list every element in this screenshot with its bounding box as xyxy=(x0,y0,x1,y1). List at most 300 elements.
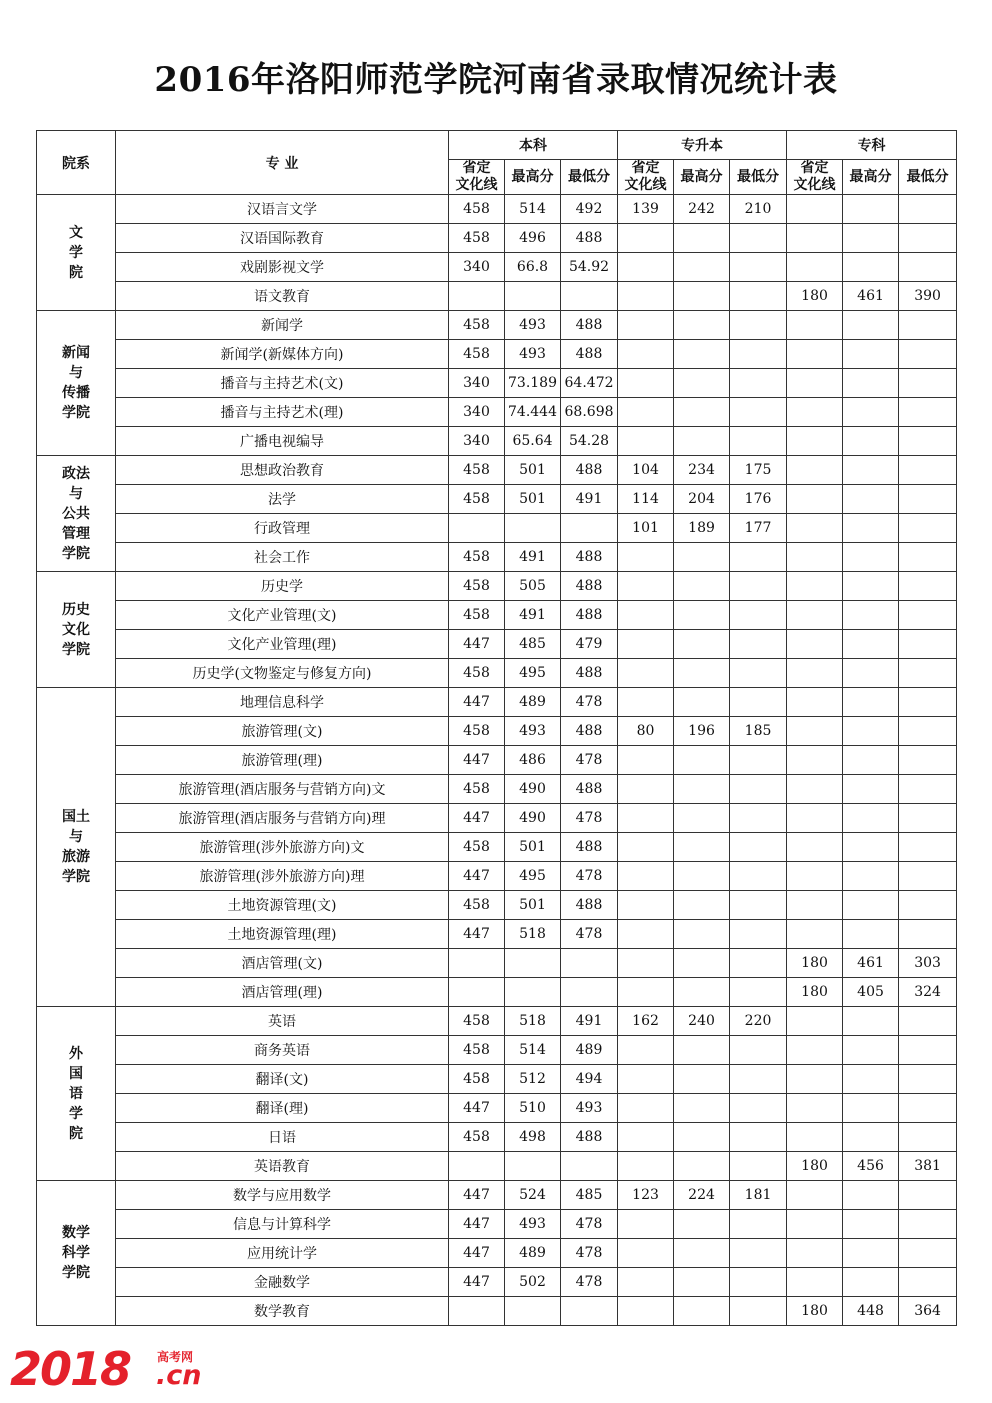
score-cell xyxy=(787,224,843,253)
score-cell: 458 xyxy=(449,1123,505,1152)
score-cell xyxy=(787,1007,843,1036)
score-cell xyxy=(787,717,843,746)
score-cell: 489 xyxy=(561,1036,618,1065)
score-cell: 458 xyxy=(449,224,505,253)
score-cell xyxy=(449,1152,505,1181)
score-cell: 478 xyxy=(561,1268,618,1297)
score-cell xyxy=(505,978,561,1007)
score-cell xyxy=(899,630,957,659)
score-cell: 180 xyxy=(787,1297,843,1326)
major-cell: 酒店管理(理) xyxy=(116,978,449,1007)
score-cell xyxy=(899,891,957,920)
dept-name-line: 学院 xyxy=(62,405,90,421)
score-cell: 65.64 xyxy=(505,427,561,456)
major-cell: 旅游管理(文) xyxy=(116,717,449,746)
score-cell xyxy=(674,1094,730,1123)
score-cell xyxy=(674,572,730,601)
score-cell xyxy=(787,514,843,543)
score-cell: 505 xyxy=(505,572,561,601)
major-cell: 戏剧影视文学 xyxy=(116,253,449,282)
score-cell: 447 xyxy=(449,804,505,833)
score-cell xyxy=(843,1239,899,1268)
dept-name-line: 学院 xyxy=(62,545,90,562)
score-cell xyxy=(899,862,957,891)
table-row xyxy=(37,369,957,398)
score-cell: 488 xyxy=(561,456,618,485)
score-cell: 80 xyxy=(618,717,674,746)
dept-cell xyxy=(37,195,116,311)
score-cell xyxy=(787,1123,843,1152)
score-cell xyxy=(730,659,787,688)
score-cell: 123 xyxy=(618,1181,674,1210)
score-cell xyxy=(674,253,730,282)
table-row xyxy=(37,282,957,311)
table-row xyxy=(37,1210,957,1239)
score-cell xyxy=(899,1007,957,1036)
score-cell xyxy=(505,1297,561,1326)
score-cell: 494 xyxy=(561,1065,618,1094)
score-cell xyxy=(787,804,843,833)
major-cell: 播音与主持艺术(文) xyxy=(116,369,449,398)
score-cell xyxy=(787,1239,843,1268)
table-row xyxy=(37,746,957,775)
score-cell xyxy=(449,282,505,311)
score-cell xyxy=(618,398,674,427)
score-cell: 495 xyxy=(505,659,561,688)
score-cell xyxy=(674,775,730,804)
major-cell: 地理信息科学 xyxy=(116,688,449,717)
score-cell: 242 xyxy=(674,195,730,224)
score-cell: 104 xyxy=(618,456,674,485)
dept-name-line: 新闻 xyxy=(62,345,90,361)
score-cell xyxy=(843,688,899,717)
score-cell xyxy=(843,456,899,485)
score-cell xyxy=(730,1297,787,1326)
table-row xyxy=(37,804,957,833)
major-cell: 新闻学 xyxy=(116,311,449,340)
score-cell xyxy=(899,659,957,688)
score-cell xyxy=(899,253,957,282)
major-cell: 酒店管理(文) xyxy=(116,949,449,978)
score-cell xyxy=(674,1123,730,1152)
dept-name-line: 语 xyxy=(69,1085,83,1102)
table-row xyxy=(37,427,957,456)
score-cell xyxy=(843,862,899,891)
score-cell: 458 xyxy=(449,833,505,862)
header-group-zhuanshengben: 专升本 xyxy=(618,131,787,160)
score-cell: 340 xyxy=(449,253,505,282)
score-cell xyxy=(449,949,505,978)
score-cell xyxy=(618,862,674,891)
dept-cell xyxy=(37,456,116,572)
score-cell xyxy=(843,630,899,659)
score-cell xyxy=(787,1065,843,1094)
major-cell: 旅游管理(涉外旅游方向)理 xyxy=(116,862,449,891)
score-cell: 189 xyxy=(674,514,730,543)
score-cell: 458 xyxy=(449,891,505,920)
score-cell xyxy=(787,311,843,340)
score-cell: 220 xyxy=(730,1007,787,1036)
score-cell: 204 xyxy=(674,485,730,514)
table-row xyxy=(37,833,957,862)
score-cell xyxy=(674,427,730,456)
score-cell: 448 xyxy=(843,1297,899,1326)
score-cell: 488 xyxy=(561,717,618,746)
table-row xyxy=(37,514,957,543)
major-cell: 文化产业管理(理) xyxy=(116,630,449,659)
table-row xyxy=(37,862,957,891)
score-cell xyxy=(674,630,730,659)
score-cell xyxy=(618,1297,674,1326)
score-cell xyxy=(674,746,730,775)
score-cell: 447 xyxy=(449,920,505,949)
score-cell: 458 xyxy=(449,601,505,630)
score-cell xyxy=(618,920,674,949)
score-cell xyxy=(674,920,730,949)
table-row xyxy=(37,572,957,601)
score-cell: 139 xyxy=(618,195,674,224)
major-cell: 语文教育 xyxy=(116,282,449,311)
major-cell: 广播电视编导 xyxy=(116,427,449,456)
score-cell xyxy=(674,1297,730,1326)
score-cell xyxy=(899,195,957,224)
score-cell xyxy=(843,340,899,369)
score-cell xyxy=(730,746,787,775)
score-cell: 493 xyxy=(505,311,561,340)
score-cell xyxy=(899,1210,957,1239)
score-cell: 488 xyxy=(561,340,618,369)
score-cell xyxy=(730,224,787,253)
score-cell xyxy=(843,920,899,949)
table-row xyxy=(37,630,957,659)
score-cell: 180 xyxy=(787,978,843,1007)
score-cell xyxy=(674,1152,730,1181)
dept-cell xyxy=(37,572,116,688)
score-cell xyxy=(674,311,730,340)
score-cell xyxy=(787,746,843,775)
table-body xyxy=(37,195,957,1326)
score-cell: 364 xyxy=(899,1297,957,1326)
table-row xyxy=(37,978,957,1007)
score-cell xyxy=(899,311,957,340)
score-cell xyxy=(899,369,957,398)
table-row xyxy=(37,1297,957,1326)
header-major: 专 业 xyxy=(116,131,449,195)
dept-name-line: 学院 xyxy=(62,869,90,885)
major-cell: 金融数学 xyxy=(116,1268,449,1297)
score-cell: 447 xyxy=(449,1268,505,1297)
major-cell: 旅游管理(理) xyxy=(116,746,449,775)
header-group-benke: 本科 xyxy=(449,131,618,160)
table-row xyxy=(37,688,957,717)
score-cell: 490 xyxy=(505,775,561,804)
score-cell xyxy=(899,1268,957,1297)
score-cell: 461 xyxy=(843,282,899,311)
score-cell xyxy=(899,775,957,804)
score-cell: 478 xyxy=(561,1210,618,1239)
major-cell: 新闻学(新媒体方向) xyxy=(116,340,449,369)
score-cell: 478 xyxy=(561,920,618,949)
score-cell: 458 xyxy=(449,311,505,340)
site-logo xyxy=(10,1342,210,1394)
score-cell xyxy=(843,1007,899,1036)
score-cell xyxy=(618,1065,674,1094)
table-row xyxy=(37,1239,957,1268)
subheader-cell: 最低分 xyxy=(899,160,957,195)
dept-name-line: 旅游 xyxy=(62,849,90,865)
major-cell: 英语 xyxy=(116,1007,449,1036)
score-cell xyxy=(730,1065,787,1094)
score-cell xyxy=(899,456,957,485)
score-cell xyxy=(899,340,957,369)
score-cell: 181 xyxy=(730,1181,787,1210)
score-cell: 485 xyxy=(505,630,561,659)
score-cell xyxy=(674,949,730,978)
dept-name-line: 与 xyxy=(69,485,83,502)
score-cell: 458 xyxy=(449,659,505,688)
score-cell: 491 xyxy=(505,601,561,630)
score-cell: 68.698 xyxy=(561,398,618,427)
score-cell xyxy=(730,804,787,833)
score-cell: 185 xyxy=(730,717,787,746)
score-cell xyxy=(730,1239,787,1268)
score-cell xyxy=(674,891,730,920)
score-cell: 488 xyxy=(561,601,618,630)
score-cell: 177 xyxy=(730,514,787,543)
subheader-cell: 最高分 xyxy=(505,160,561,195)
score-cell xyxy=(787,688,843,717)
score-cell xyxy=(787,659,843,688)
score-cell xyxy=(787,1036,843,1065)
score-cell xyxy=(730,920,787,949)
table-row xyxy=(37,1065,957,1094)
score-cell xyxy=(674,369,730,398)
score-cell xyxy=(618,601,674,630)
major-cell: 历史学 xyxy=(116,572,449,601)
major-cell: 文化产业管理(文) xyxy=(116,601,449,630)
score-cell: 488 xyxy=(561,775,618,804)
major-cell: 土地资源管理(文) xyxy=(116,891,449,920)
score-cell xyxy=(730,688,787,717)
table-row xyxy=(37,1123,957,1152)
score-cell xyxy=(618,1152,674,1181)
score-cell: 324 xyxy=(899,978,957,1007)
score-cell xyxy=(618,1036,674,1065)
dept-name-line: 院 xyxy=(69,264,83,281)
score-cell xyxy=(843,427,899,456)
score-cell xyxy=(843,485,899,514)
score-cell xyxy=(843,369,899,398)
score-cell: 501 xyxy=(505,891,561,920)
score-cell xyxy=(787,920,843,949)
score-cell: 458 xyxy=(449,1007,505,1036)
score-cell: 54.28 xyxy=(561,427,618,456)
dept-name-line: 国 xyxy=(69,1065,83,1082)
dept-cell xyxy=(37,1007,116,1181)
table-row xyxy=(37,920,957,949)
score-cell: 491 xyxy=(505,543,561,572)
score-cell: 478 xyxy=(561,1239,618,1268)
score-cell: 456 xyxy=(843,1152,899,1181)
score-cell: 240 xyxy=(674,1007,730,1036)
score-cell xyxy=(843,224,899,253)
score-cell: 488 xyxy=(561,543,618,572)
dept-name-line: 历史 xyxy=(62,601,90,618)
page-title: 2016年洛阳师范学院河南省录取情况统计表 xyxy=(154,60,838,100)
score-cell: 458 xyxy=(449,1036,505,1065)
score-cell xyxy=(674,398,730,427)
score-cell: 488 xyxy=(561,224,618,253)
logo-domain: .cn xyxy=(156,1360,202,1391)
table-row xyxy=(37,1007,957,1036)
score-cell: 340 xyxy=(449,369,505,398)
score-cell xyxy=(674,688,730,717)
score-cell xyxy=(843,775,899,804)
score-cell xyxy=(899,427,957,456)
score-cell: 510 xyxy=(505,1094,561,1123)
score-cell xyxy=(618,1123,674,1152)
score-cell: 101 xyxy=(618,514,674,543)
score-cell: 489 xyxy=(505,1239,561,1268)
score-cell xyxy=(618,659,674,688)
score-cell xyxy=(787,398,843,427)
subheader-cell: 省定 文化线 xyxy=(618,160,674,195)
score-cell xyxy=(787,630,843,659)
score-cell: 489 xyxy=(505,688,561,717)
score-cell: 224 xyxy=(674,1181,730,1210)
score-cell: 518 xyxy=(505,920,561,949)
score-cell xyxy=(674,978,730,1007)
dept-name-line: 政法 xyxy=(62,465,90,482)
score-cell xyxy=(730,601,787,630)
major-cell: 行政管理 xyxy=(116,514,449,543)
score-cell: 491 xyxy=(561,1007,618,1036)
score-cell xyxy=(730,891,787,920)
subheader-cell: 最低分 xyxy=(561,160,618,195)
score-cell: 488 xyxy=(561,659,618,688)
score-cell: 458 xyxy=(449,572,505,601)
score-cell: 478 xyxy=(561,746,618,775)
dept-name-line: 科学 xyxy=(62,1245,90,1261)
score-cell xyxy=(561,1152,618,1181)
score-cell xyxy=(618,630,674,659)
score-cell: 488 xyxy=(561,1123,618,1152)
score-cell xyxy=(843,514,899,543)
score-cell: 340 xyxy=(449,427,505,456)
score-cell xyxy=(449,514,505,543)
score-cell xyxy=(787,1268,843,1297)
score-cell: 447 xyxy=(449,1181,505,1210)
score-cell: 490 xyxy=(505,804,561,833)
subheader-cell: 最高分 xyxy=(843,160,899,195)
score-cell: 54.92 xyxy=(561,253,618,282)
score-cell xyxy=(618,688,674,717)
score-cell: 492 xyxy=(561,195,618,224)
table-row xyxy=(37,717,957,746)
score-cell xyxy=(674,543,730,572)
score-cell xyxy=(843,195,899,224)
score-cell: 447 xyxy=(449,746,505,775)
score-cell xyxy=(618,949,674,978)
score-cell: 73.189 xyxy=(505,369,561,398)
major-cell: 法学 xyxy=(116,485,449,514)
score-cell: 74.444 xyxy=(505,398,561,427)
score-cell xyxy=(899,543,957,572)
score-cell xyxy=(674,1268,730,1297)
score-cell xyxy=(843,1181,899,1210)
score-cell xyxy=(618,775,674,804)
major-cell: 播音与主持艺术(理) xyxy=(116,398,449,427)
score-cell xyxy=(730,253,787,282)
score-cell xyxy=(843,398,899,427)
score-cell xyxy=(787,1181,843,1210)
score-cell xyxy=(899,1036,957,1065)
score-cell xyxy=(730,427,787,456)
score-cell xyxy=(505,514,561,543)
score-cell: 458 xyxy=(449,717,505,746)
score-cell xyxy=(674,862,730,891)
table-row xyxy=(37,949,957,978)
score-cell xyxy=(787,195,843,224)
dept-name-line: 文 xyxy=(69,224,83,241)
dept-name-line: 文化 xyxy=(62,621,90,638)
score-cell: 447 xyxy=(449,688,505,717)
score-cell xyxy=(618,572,674,601)
score-cell: 478 xyxy=(561,862,618,891)
score-cell xyxy=(730,1094,787,1123)
score-cell xyxy=(730,543,787,572)
score-cell xyxy=(787,1210,843,1239)
score-cell: 458 xyxy=(449,485,505,514)
dept-cell xyxy=(37,688,116,1007)
score-cell xyxy=(843,659,899,688)
score-cell xyxy=(899,688,957,717)
score-cell xyxy=(674,1036,730,1065)
major-cell: 汉语国际教育 xyxy=(116,224,449,253)
score-cell xyxy=(899,1065,957,1094)
dept-cell xyxy=(37,311,116,456)
score-cell xyxy=(730,572,787,601)
score-cell xyxy=(843,1036,899,1065)
table-row xyxy=(37,195,957,224)
score-cell xyxy=(618,1268,674,1297)
score-cell xyxy=(730,369,787,398)
score-cell xyxy=(730,949,787,978)
major-cell: 商务英语 xyxy=(116,1036,449,1065)
score-cell: 514 xyxy=(505,195,561,224)
dept-name-line: 公共 xyxy=(62,505,90,522)
score-cell xyxy=(730,775,787,804)
score-cell: 514 xyxy=(505,1036,561,1065)
score-cell: 447 xyxy=(449,630,505,659)
major-cell: 翻译(文) xyxy=(116,1065,449,1094)
score-cell xyxy=(899,398,957,427)
score-cell: 66.8 xyxy=(505,253,561,282)
score-cell xyxy=(899,717,957,746)
score-cell: 488 xyxy=(561,572,618,601)
score-cell xyxy=(561,514,618,543)
score-cell xyxy=(674,1065,730,1094)
score-cell xyxy=(843,1268,899,1297)
score-cell xyxy=(787,775,843,804)
score-cell: 458 xyxy=(449,775,505,804)
score-cell xyxy=(730,1152,787,1181)
table-row xyxy=(37,485,957,514)
major-cell: 旅游管理(酒店服务与营销方向)文 xyxy=(116,775,449,804)
dept-name-line: 外 xyxy=(69,1045,83,1062)
score-cell: 234 xyxy=(674,456,730,485)
score-cell: 496 xyxy=(505,224,561,253)
